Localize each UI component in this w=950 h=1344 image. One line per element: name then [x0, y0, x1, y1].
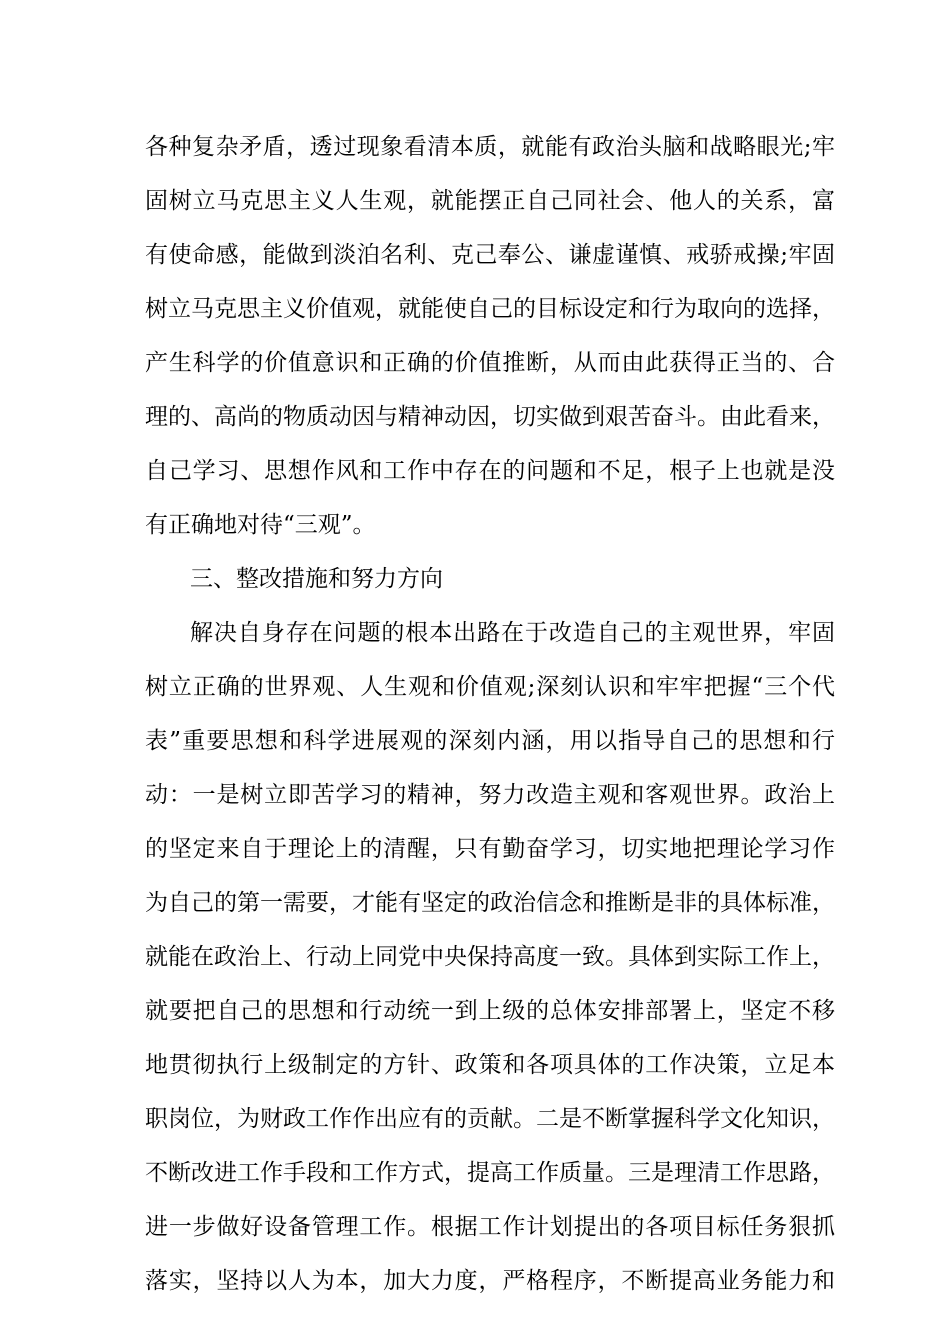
- text-line: 理的、高尚的物质动因与精神动因，切实做到艰苦奋斗。由此看来，: [145, 404, 835, 430]
- text-line: 就能在政治上、行动上同党中央保持高度一致。具体到实际工作上，: [145, 944, 835, 970]
- text-line: 固树立马克思主义人生观，就能摆正自己同社会、他人的关系，富: [145, 188, 835, 214]
- text-line: 的坚定来自于理论上的清醒，只有勤奋学习，切实地把理论学习作: [145, 836, 835, 862]
- section-heading: 三、整改措施和努力方向: [190, 566, 443, 592]
- text-line: 有使命感，能做到淡泊名利、克己奉公、谦虚谨慎、戒骄戒操;牢固: [145, 242, 835, 268]
- text-line: 有正确地对待“三观”。: [145, 512, 376, 538]
- text-line: 就要把自己的思想和行动统一到上级的总体安排部署上，坚定不移: [145, 998, 835, 1024]
- text-line: 各种复杂矛盾，透过现象看清本质，就能有政治头脑和战略眼光;牢: [145, 134, 835, 160]
- text-line: 落实，坚持以人为本，加大力度，严格程序，不断提高业务能力和: [145, 1268, 835, 1294]
- text-line: 职岗位，为财政工作作出应有的贡献。二是不断掌握科学文化知识，: [145, 1106, 835, 1132]
- text-line: 表”重要思想和科学进展观的深刻内涵，用以指导自己的思想和行: [145, 728, 835, 754]
- text-line: 产生科学的价值意识和正确的价值推断，从而由此获得正当的、合: [145, 350, 835, 376]
- text-line: 解决自身存在问题的根本出路在于改造自己的主观世界，牢固: [190, 620, 835, 646]
- text-line: 进一步做好设备管理工作。根据工作计划提出的各项目标任务狠抓: [145, 1214, 835, 1240]
- text-line: 树立正确的世界观、人生观和价值观;深刻认识和牢牢把握“三个代: [145, 674, 835, 700]
- text-line: 动：一是树立即苦学习的精神，努力改造主观和客观世界。政治上: [145, 782, 835, 808]
- text-line: 不断改进工作手段和工作方式，提高工作质量。三是理清工作思路，: [145, 1160, 835, 1186]
- text-line: 为自己的第一需要，才能有坚定的政治信念和推断是非的具体标准，: [145, 890, 835, 916]
- text-line: 地贯彻执行上级制定的方针、政策和各项具体的工作决策，立足本: [145, 1052, 835, 1078]
- text-line: 树立马克思主义价值观，就能使自己的目标设定和行为取向的选择，: [145, 296, 835, 322]
- text-line: 自己学习、思想作风和工作中存在的问题和不足，根子上也就是没: [145, 458, 835, 484]
